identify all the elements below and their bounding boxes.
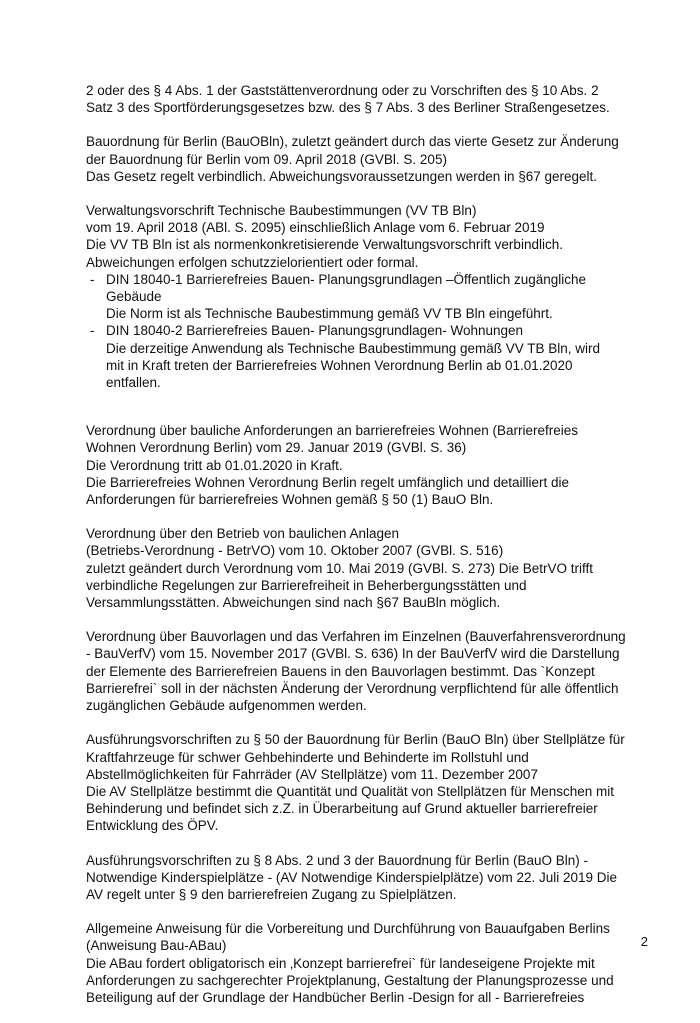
text-line: zugänglichen Gebäude aufgenommen werden.: [86, 698, 367, 714]
text-line: Die Norm ist als Technische Baubestimmung gemäß VV TB Bln eingeführt.: [106, 306, 553, 322]
text-line: Barrierefrei` soll in der nächsten Änderung der Verordnung verpflichtend für alle öffentlich: [86, 680, 619, 696]
text-line: - BauVerfV) vom 15. November 2017 (GVBl. S. 636) In der BauVerfV wird die Darstellung: [86, 646, 620, 662]
text-line: entfallen.: [106, 375, 161, 391]
text-line: (Betriebs-Verordnung - BetrVO) vom 10. Oktober 2007 (GVBl. S. 516): [86, 543, 504, 559]
text-line: Gebäude: [106, 289, 162, 305]
text-line: (Anweisung Bau-ABau): [86, 938, 227, 954]
din-norm-list: [86, 271, 656, 391]
page-number: 2: [640, 934, 648, 949]
text-line: mit in Kraft treten der Barrierefreies Wohnen Verordnung Berlin ab 01.01.2020: [106, 357, 573, 373]
text-line: Beteiligung auf der Grundlage der Handbücher Berlin -Design for all - Barrierefreies: [86, 989, 585, 1005]
text-line: der Elemente des Barrierefreien Bauens in den Bauvorlagen bestimmt. Das `Konzept: [86, 663, 595, 679]
text-line: Bauordnung für Berlin (BauOBln), zuletzt geändert durch das vierte Gesetz zur Änderung: [86, 134, 619, 150]
text-line: Ausführungsvorschriften zu § 8 Abs. 2 und 3 der Bauordnung für Berlin (BauO Bln) -: [86, 852, 589, 868]
text-line: Ausführungsvorschriften zu § 50 der Bauordnung für Berlin (BauO Bln) über Stellplätze für: [86, 732, 625, 748]
text-line: Wohnen Verordnung Berlin) vom 29. Januar 2019 (GVBl. S. 36): [86, 440, 467, 456]
text-line: Abweichungen erfolgen schutzzielorientiert oder formal.: [86, 254, 419, 270]
text-line: DIN 18040-2 Barrierefreies Bauen- Planungsgrundlagen- Wohnungen: [106, 323, 524, 339]
text-line: vom 19. April 2018 (ABl. S. 2095) einschließlich Anlage vom 6. Februar 2019: [86, 220, 545, 236]
text-line: Verordnung über den Betrieb von baulichen Anlagen: [86, 526, 399, 542]
paragraph-abau: [86, 920, 656, 1006]
text-line: Notwendige Kinderspielplätze - (AV Notwendige Kinderspielplätze) vom 22. Juli 2019 Die: [86, 869, 618, 885]
list-dash: -: [90, 323, 95, 339]
text-line: Die AV Stellplätze bestimmt die Quantität und Qualität von Stellplätzen für Menschen mit: [86, 783, 615, 799]
text-line: verbindliche Regelungen zur Barrierefreiheit in Beherbergungsstätten und: [86, 577, 527, 593]
text-line: Die VV TB Bln ist als normenkonkretisierende Verwaltungsvorschrift verbindlich.: [86, 237, 563, 253]
list-item-din-18040-1: [86, 271, 656, 323]
paragraph-betrvo: [86, 525, 656, 611]
text-line: AV regelt unter § 9 den barrierefreien Zugang zu Spielplätzen.: [86, 886, 457, 902]
list-dash: -: [90, 271, 95, 287]
paragraph-av-stellplaetze: [86, 731, 656, 834]
text-line: Behinderung und befindet sich z.Z. in Überarbeitung auf Grund aktueller barrierefreier: [86, 801, 598, 817]
paragraph-av-kinderspielplaetze: [86, 852, 656, 904]
text-line: Versammlungsstätten. Abweichungen sind nach §67 BauBln möglich.: [86, 595, 501, 611]
text-line: der Bauordnung für Berlin vom 09. April 2018 (GVBl. S. 205): [86, 151, 447, 167]
text-line: 2 oder des § 4 Abs. 1 der Gaststättenverordnung oder zu Vorschriften des § 10 Abs. 2: [86, 83, 599, 98]
text-line: Satz 3 des Sportförderungsgesetzes bzw. des § 7 Abs. 3 des Berliner Straßengesetzes.: [86, 100, 610, 116]
text-line: Die derzeitige Anwendung als Technische Baubestimmung gemäß VV TB Bln, wird: [106, 340, 601, 356]
paragraph-gaststaetten: [86, 82, 656, 116]
text-line: Abstellmöglichkeiten für Fahrräder (AV Stellplätze) vom 11. Dezember 2007: [86, 766, 538, 782]
text-line: Kraftfahrzeuge für schwer Gehbehinderte und Behinderte im Rollstuhl und: [86, 749, 529, 765]
text-line: Das Gesetz regelt verbindlich. Abweichungsvoraussetzungen werden in §67 geregelt.: [86, 168, 598, 184]
document-body: [86, 82, 656, 1023]
text-line: Verordnung über Bauvorlagen und das Verfahren im Einzelnen (Bauverfahrensverordnung: [86, 629, 626, 645]
paragraph-bauverfv: [86, 628, 656, 714]
text-line: Die Barrierefreies Wohnen Verordnung Berlin regelt umfänglich und detailliert die: [86, 474, 570, 490]
text-line: zuletzt geändert durch Verordnung vom 10. Mai 2019 (GVBl. S. 273) Die BetrVO trifft: [86, 560, 594, 576]
list-item-din-18040-2: [86, 322, 656, 391]
paragraph-bauordnung: [86, 133, 656, 185]
paragraph-vv-tb-bln: [86, 202, 656, 391]
text-line: Verordnung über bauliche Anforderungen an barrierefreies Wohnen (Barrierefreies: [86, 423, 579, 439]
text-line: Entwicklung des ÖPV.: [86, 818, 219, 834]
text-line: Die Verordnung tritt ab 01.01.2020 in Kraft.: [86, 457, 343, 473]
text-line: Die ABau fordert obligatorisch ein ‚Konzept barrierefrei` für landeseigene Projekte mit: [86, 955, 595, 971]
text-line: Anforderungen für barrierefreies Wohnen gemäß § 50 (1) BauO Bln.: [86, 492, 494, 508]
text-line: Allgemeine Anweisung für die Vorbereitung und Durchführung von Bauaufgaben Berlins: [86, 921, 610, 937]
text-line: DIN 18040-1 Barrierefreies Bauen- Planungsgrundlagen –Öffentlich zugängliche: [106, 271, 587, 287]
text-line: Anforderungen zu sachgerechter Projektplanung, Gestaltung der Planungsprozesse und: [86, 972, 614, 988]
text-line: Verwaltungsvorschrift Technische Baubestimmungen (VV TB Bln): [86, 203, 477, 219]
paragraph-barrierefreies-wohnen: [86, 422, 656, 508]
